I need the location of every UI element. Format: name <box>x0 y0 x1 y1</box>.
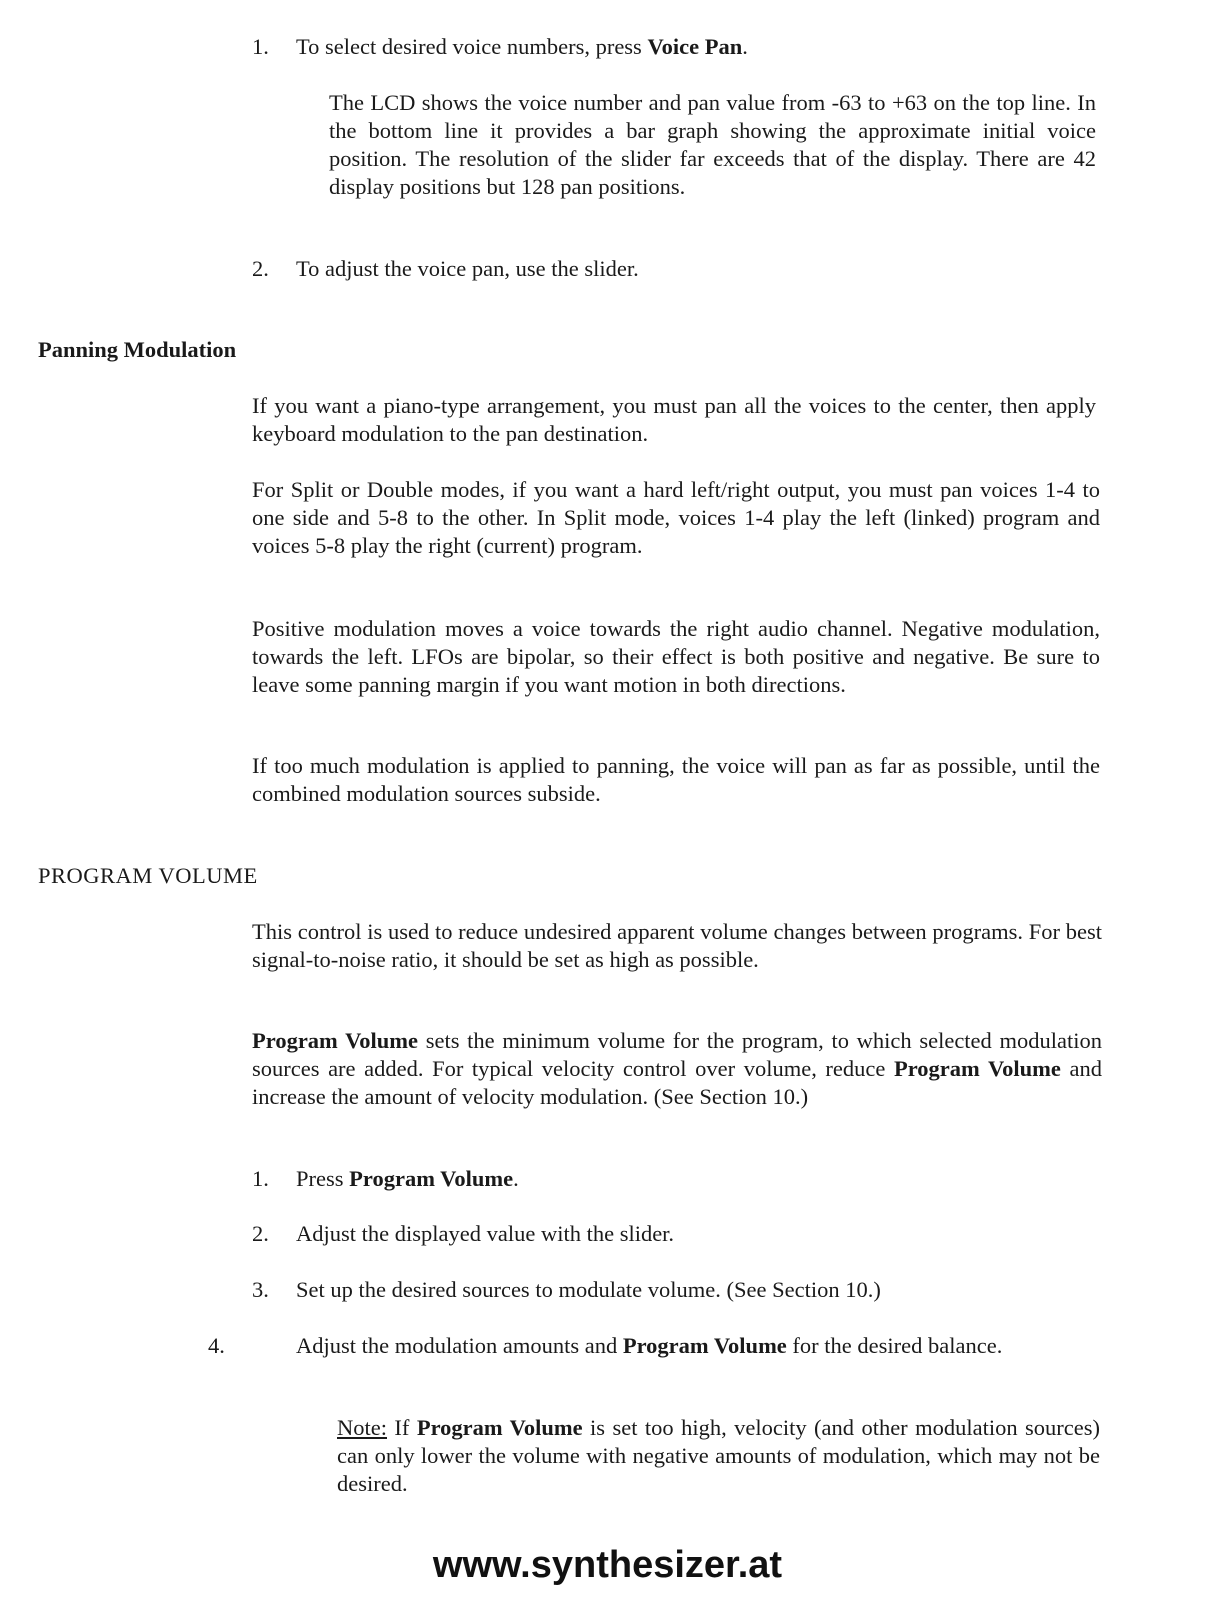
step-bold-term: Voice Pan <box>647 34 743 59</box>
step-text: To select desired voice numbers, press <box>296 34 648 59</box>
bold-term: Program Volume <box>252 1028 419 1053</box>
note-text: If <box>387 1415 417 1440</box>
panning-paragraph-2: For Split or Double modes, if you want a hard left/right output, you must pan voices 1-4 to one side and 5-8 to the other. In Split mode, voices 1-4 play the left (linked) program and voices 5-8 play the right (current) program. <box>252 477 1100 558</box>
paragraph-text: and increase the amount of velocity modulation. (See Section 10.) <box>252 1056 1102 1109</box>
step-text-end: . <box>513 1166 519 1191</box>
program-volume-step-2 <box>252 1220 1120 1248</box>
note-label: Note: <box>337 1415 387 1440</box>
step-number: 1. <box>252 1166 269 1191</box>
program-volume-step-3 <box>252 1276 1120 1304</box>
program-volume-note <box>337 1414 1100 1498</box>
bold-term: Program Volume <box>893 1056 1061 1081</box>
note-bold-term: Program Volume <box>416 1415 583 1440</box>
step-text-end: . <box>742 34 748 59</box>
paragraph-text: sets the minimum volume for the program, to which selected modulation sources are added. For typical velocity control over volume, reduce <box>252 1028 1102 1081</box>
note-text-end: is set too high, velocity (and other modulation sources) can only lower the volume with negative amounts of modulation, which may not be desired. <box>337 1415 1100 1496</box>
step-text: Press <box>296 1166 350 1191</box>
step-bold-term: Program Volume <box>622 1333 787 1358</box>
voice-pan-step-2 <box>252 255 1120 283</box>
footer-url: www.synthesizer.at <box>432 1544 783 1586</box>
step-number: 2. <box>252 256 269 281</box>
step-text: Adjust the displayed value with the slider. <box>296 1221 675 1246</box>
step-bold-term: Program Volume <box>349 1166 514 1191</box>
step-text-end: for the desired balance. <box>786 1333 1003 1358</box>
panning-paragraph-3: Positive modulation moves a voice towards the right audio channel. Negative modulation, towards the left. LFOs are bipolar, so their effect is both positive and negative. Be sure to leave some panning margin if you want motion in both directions. <box>252 616 1100 697</box>
program-volume-paragraph-1: This control is used to reduce undesired apparent volume changes between programs. For best signal-to-noise ratio, it should be set as high as possible. <box>252 919 1102 972</box>
program-volume-step-1 <box>252 1165 1120 1193</box>
step-number: 3. <box>252 1277 269 1302</box>
program-volume-step-4 <box>208 1332 1102 1360</box>
step-number: 2. <box>252 1221 269 1246</box>
step-text: Set up the desired sources to modulate volume. (See Section 10.) <box>296 1277 881 1302</box>
program-volume-paragraph-2 <box>252 1027 1102 1111</box>
step-number: 4. <box>208 1333 225 1358</box>
panning-paragraph-1: If you want a piano-type arrangement, you must pan all the voices to the center, then apply keyboard modulation to the pan destination. <box>252 393 1096 446</box>
panning-paragraph-4: If too much modulation is applied to panning, the voice will pan as far as possible, until the combined modulation sources subside. <box>252 753 1100 806</box>
step-text: To adjust the voice pan, use the slider. <box>296 256 639 281</box>
step-number: 1. <box>252 34 269 59</box>
section-heading-panning-modulation: Panning Modulation <box>38 337 237 362</box>
voice-pan-step-1-detail: The LCD shows the voice number and pan value from -63 to +63 on the top line. In the bottom line it provides a bar graph showing the approximate initial voice position. The resolution of the slider far exceeds that of the display. There are 42 display positions but 128 pan positions. <box>329 90 1096 199</box>
voice-pan-step-1 <box>252 33 1120 61</box>
section-heading-program-volume: PROGRAM VOLUME <box>38 863 258 888</box>
step-text: Adjust the modulation amounts and <box>296 1333 623 1358</box>
